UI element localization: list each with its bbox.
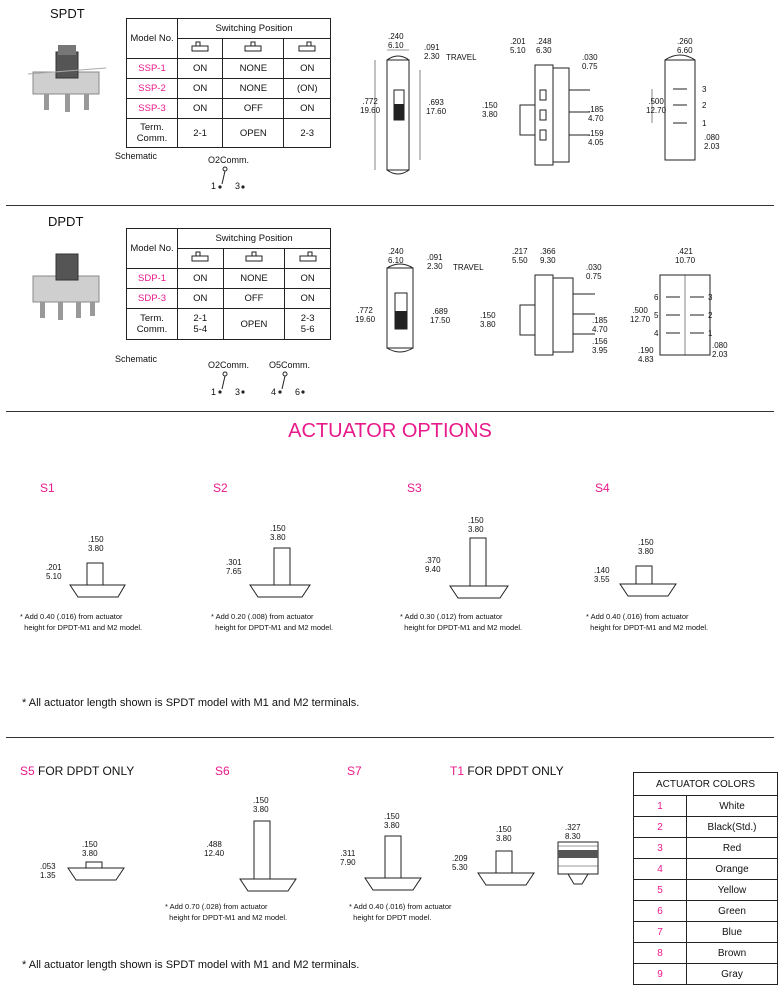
spdt-switch-table bbox=[126, 18, 331, 148]
actuator-s5-drawing bbox=[68, 860, 138, 890]
dim-label: .091 2.30 bbox=[424, 43, 440, 61]
actuator-note: * Add 0.70 (.028) from actuator height for DPDT-M1 and M2 model. bbox=[165, 902, 288, 922]
color-number: 1 bbox=[634, 796, 687, 817]
color-name: Red bbox=[687, 838, 778, 859]
pos-cell: NONE bbox=[223, 59, 284, 79]
position-1-icon bbox=[178, 39, 223, 59]
dim-label: .190 4.83 bbox=[638, 346, 654, 364]
pin-label: 5 bbox=[654, 311, 659, 320]
color-name: Brown bbox=[687, 943, 778, 964]
colors-title: ACTUATOR COLORS bbox=[634, 773, 778, 796]
dim-label: .150 3.80 bbox=[480, 311, 496, 329]
spdt-schematic-label: Schematic bbox=[115, 151, 158, 161]
spdt-front-view bbox=[365, 30, 455, 160]
dim-label: .185 4.70 bbox=[592, 316, 608, 334]
dpdt-switch-table bbox=[126, 228, 331, 340]
dim-label: .150 3.80 bbox=[253, 796, 269, 814]
divider bbox=[6, 205, 774, 206]
dpdt-photo bbox=[28, 248, 108, 328]
color-number: 3 bbox=[634, 838, 687, 859]
dim-label: .156 3.95 bbox=[592, 337, 608, 355]
dim-label: .201 5.10 bbox=[46, 563, 62, 581]
pos-cell: ON bbox=[285, 289, 331, 309]
dim-label: .091 2.30 bbox=[427, 253, 443, 271]
color-name: Blue bbox=[687, 922, 778, 943]
color-name: Black(Std.) bbox=[687, 817, 778, 838]
color-name: Orange bbox=[687, 859, 778, 880]
actuator-note: * Add 0.20 (.008) from actuator height for DPDT-M1 and M2 model. bbox=[211, 612, 334, 632]
dim-label: .030 0.75 bbox=[586, 263, 602, 281]
pos-cell: OFF bbox=[223, 99, 284, 119]
dim-label: .772 19.60 bbox=[360, 97, 381, 115]
pin-label: 3 bbox=[702, 85, 707, 94]
actuator-note: * Add 0.40 (.016) from actuator height for DPDT-M1 and M2 model. bbox=[20, 612, 143, 632]
dim-label: .488 12.40 bbox=[204, 840, 225, 858]
pos-cell: ON bbox=[285, 269, 331, 289]
term-cell: 2-1 5-4 bbox=[178, 309, 224, 340]
actuator-s1-drawing bbox=[70, 555, 140, 605]
actuator-heading bbox=[450, 764, 564, 778]
table-row bbox=[634, 838, 778, 859]
actuator-heading bbox=[20, 764, 134, 778]
term-label: Term. Comm. bbox=[127, 309, 178, 340]
actuator-colors-table bbox=[633, 772, 778, 985]
color-number: 9 bbox=[634, 964, 687, 985]
schematic-pin: 4 bbox=[271, 387, 277, 397]
color-number: 7 bbox=[634, 922, 687, 943]
dim-label: .201 5.10 bbox=[510, 37, 526, 55]
term-cell: OPEN bbox=[223, 119, 284, 148]
pin-label: 1 bbox=[702, 119, 707, 128]
table-row bbox=[634, 817, 778, 838]
header-model: Model No. bbox=[127, 229, 178, 269]
actuator-options-title: ACTUATOR OPTIONS bbox=[288, 420, 492, 442]
dim-label: .030 0.75 bbox=[582, 53, 598, 71]
actuator-t1-cap-drawing bbox=[552, 838, 612, 893]
table-row bbox=[634, 796, 778, 817]
model-cell: SDP-3 bbox=[127, 289, 178, 309]
actuator-suffix: FOR DPDT ONLY bbox=[34, 764, 135, 778]
position-3-icon bbox=[284, 39, 331, 59]
dim-label: .772 19.60 bbox=[355, 306, 376, 324]
pin-label: 6 bbox=[654, 293, 659, 302]
pos-cell: ON bbox=[178, 99, 223, 119]
pos-cell: ON bbox=[178, 59, 223, 79]
dim-label: .260 6.60 bbox=[677, 37, 693, 55]
actuator-t1-drawing bbox=[478, 845, 548, 890]
actuator-s6-drawing bbox=[240, 815, 310, 895]
dim-label: .500 12.70 bbox=[630, 306, 651, 324]
color-name: White bbox=[687, 796, 778, 817]
dim-label: .150 3.80 bbox=[270, 524, 286, 542]
table-row bbox=[127, 289, 331, 309]
pin-label: 3 bbox=[708, 293, 713, 302]
position-1-icon bbox=[178, 249, 224, 269]
actuator-name: S7 bbox=[347, 764, 362, 778]
header-model: Model No. bbox=[127, 19, 178, 59]
pin-label: 2 bbox=[702, 101, 707, 110]
pos-cell: ON bbox=[178, 289, 224, 309]
spdt-schematic-comm: O2Comm. bbox=[208, 155, 250, 165]
table-row bbox=[634, 901, 778, 922]
color-number: 2 bbox=[634, 817, 687, 838]
table-row bbox=[127, 99, 331, 119]
position-2-icon bbox=[223, 39, 284, 59]
spdt-photo bbox=[28, 40, 108, 120]
dim-label: .080 2.03 bbox=[712, 341, 728, 359]
pos-cell: (ON) bbox=[284, 79, 331, 99]
table-row bbox=[634, 964, 778, 985]
color-number: 4 bbox=[634, 859, 687, 880]
dim-label: .217 5.50 bbox=[512, 247, 528, 265]
actuator-name: S2 bbox=[213, 481, 228, 495]
actuator-name: S5 bbox=[20, 764, 35, 778]
divider bbox=[6, 737, 774, 738]
actuator-s7-drawing bbox=[365, 830, 435, 895]
term-cell: OPEN bbox=[223, 309, 285, 340]
position-3-icon bbox=[285, 249, 331, 269]
table-row bbox=[634, 922, 778, 943]
color-number: 8 bbox=[634, 943, 687, 964]
dim-label: .209 5.30 bbox=[452, 854, 468, 872]
table-row bbox=[634, 880, 778, 901]
actuator-name: S3 bbox=[407, 481, 422, 495]
dim-label: .693 17.60 bbox=[426, 98, 447, 116]
pin-label: 1 bbox=[708, 329, 713, 338]
term-label: Term. Comm. bbox=[127, 119, 178, 148]
model-cell: SSP-2 bbox=[127, 79, 178, 99]
dpdt-schematic-comm1: O2Comm. bbox=[208, 360, 250, 370]
actuator-note: * Add 0.40 (.016) from actuator height for DPDT-M1 and M2 model. bbox=[586, 612, 709, 632]
actuator-s4-drawing bbox=[620, 560, 690, 605]
actuator-name: T1 bbox=[450, 764, 465, 778]
dim-label: .080 2.03 bbox=[704, 133, 720, 151]
pin-label: 4 bbox=[654, 329, 659, 338]
spdt-title: SPDT bbox=[50, 6, 85, 21]
dim-label: .150 3.80 bbox=[88, 535, 104, 553]
footnote-2: * All actuator length shown is SPDT model with M1 and M2 terminals. bbox=[22, 959, 360, 971]
dim-label: .240 6.10 bbox=[388, 247, 404, 265]
actuator-name: S1 bbox=[40, 481, 55, 495]
dim-label: .185 4.70 bbox=[588, 105, 604, 123]
actuator-note: * Add 0.30 (.012) from actuator height for DPDT-M1 and M2 model. bbox=[400, 612, 523, 632]
color-name: Gray bbox=[687, 964, 778, 985]
dpdt-schematic-label: Schematic bbox=[115, 354, 158, 364]
travel-label: TRAVEL bbox=[453, 263, 484, 272]
position-2-icon bbox=[223, 249, 285, 269]
schematic-pin: 3 bbox=[235, 387, 241, 397]
dim-label: .150 3.80 bbox=[638, 538, 654, 556]
term-cell: 2-3 5-6 bbox=[285, 309, 331, 340]
dpdt-title: DPDT bbox=[48, 214, 84, 229]
dim-label: .140 3.55 bbox=[594, 566, 610, 584]
header-position: Switching Position bbox=[178, 19, 331, 39]
dpdt-schematic-comm2: O5Comm. bbox=[269, 360, 311, 370]
dim-label: .421 10.70 bbox=[675, 247, 696, 265]
actuator-name: S4 bbox=[595, 481, 610, 495]
dim-label: .500 12.70 bbox=[646, 97, 667, 115]
dim-label: .150 3.80 bbox=[384, 812, 400, 830]
table-row bbox=[127, 79, 331, 99]
actuator-name: S6 bbox=[215, 764, 230, 778]
pin-label: 2 bbox=[708, 311, 713, 320]
term-cell: 2-1 bbox=[178, 119, 223, 148]
table-row bbox=[634, 943, 778, 964]
dim-label: .301 7.65 bbox=[226, 558, 242, 576]
dim-label: .150 3.80 bbox=[482, 101, 498, 119]
pos-cell: ON bbox=[284, 59, 331, 79]
dim-label: .150 3.80 bbox=[468, 516, 484, 534]
pos-cell: NONE bbox=[223, 79, 284, 99]
schematic-pin: 1 bbox=[211, 181, 217, 191]
table-row bbox=[127, 59, 331, 79]
color-name: Yellow bbox=[687, 880, 778, 901]
model-cell: SSP-1 bbox=[127, 59, 178, 79]
dim-label: .248 6.30 bbox=[536, 37, 552, 55]
divider bbox=[6, 411, 774, 412]
schematic-pin: 6 bbox=[295, 387, 301, 397]
pos-cell: ON bbox=[178, 79, 223, 99]
dim-label: .240 6.10 bbox=[388, 32, 404, 50]
dim-label: .689 17.50 bbox=[430, 307, 451, 325]
pos-cell: ON bbox=[178, 269, 224, 289]
pos-cell: OFF bbox=[223, 289, 285, 309]
color-name: Green bbox=[687, 901, 778, 922]
dim-label: .366 9.30 bbox=[540, 247, 556, 265]
model-cell: SSP-3 bbox=[127, 99, 178, 119]
schematic-pin: 3 bbox=[235, 181, 241, 191]
actuator-s3-drawing bbox=[450, 532, 520, 607]
table-row bbox=[634, 859, 778, 880]
travel-label: TRAVEL bbox=[446, 53, 477, 62]
dim-label: .159 4.05 bbox=[588, 129, 604, 147]
pos-cell: NONE bbox=[223, 269, 285, 289]
pos-cell: ON bbox=[284, 99, 331, 119]
color-number: 6 bbox=[634, 901, 687, 922]
dim-label: .327 8.30 bbox=[565, 823, 581, 841]
term-cell: 2-3 bbox=[284, 119, 331, 148]
schematic-pin: 1 bbox=[211, 387, 217, 397]
actuator-note: * Add 0.40 (.016) from actuator height for DPDT model. bbox=[349, 902, 452, 922]
table-row bbox=[127, 119, 331, 148]
color-number: 5 bbox=[634, 880, 687, 901]
footnote: * All actuator length shown is SPDT model with M1 and M2 terminals. bbox=[22, 697, 360, 709]
model-cell: SDP-1 bbox=[127, 269, 178, 289]
dim-label: .311 7.90 bbox=[340, 849, 356, 867]
dim-label: .370 9.40 bbox=[425, 556, 441, 574]
table-row bbox=[127, 269, 331, 289]
dim-label: .150 3.80 bbox=[496, 825, 512, 843]
header-position: Switching Position bbox=[178, 229, 331, 249]
table-row bbox=[127, 309, 331, 340]
actuator-s2-drawing bbox=[250, 540, 320, 605]
dim-label: .150 3.80 bbox=[82, 840, 98, 858]
dim-label: .053 1.35 bbox=[40, 862, 56, 880]
actuator-suffix: FOR DPDT ONLY bbox=[464, 764, 564, 778]
